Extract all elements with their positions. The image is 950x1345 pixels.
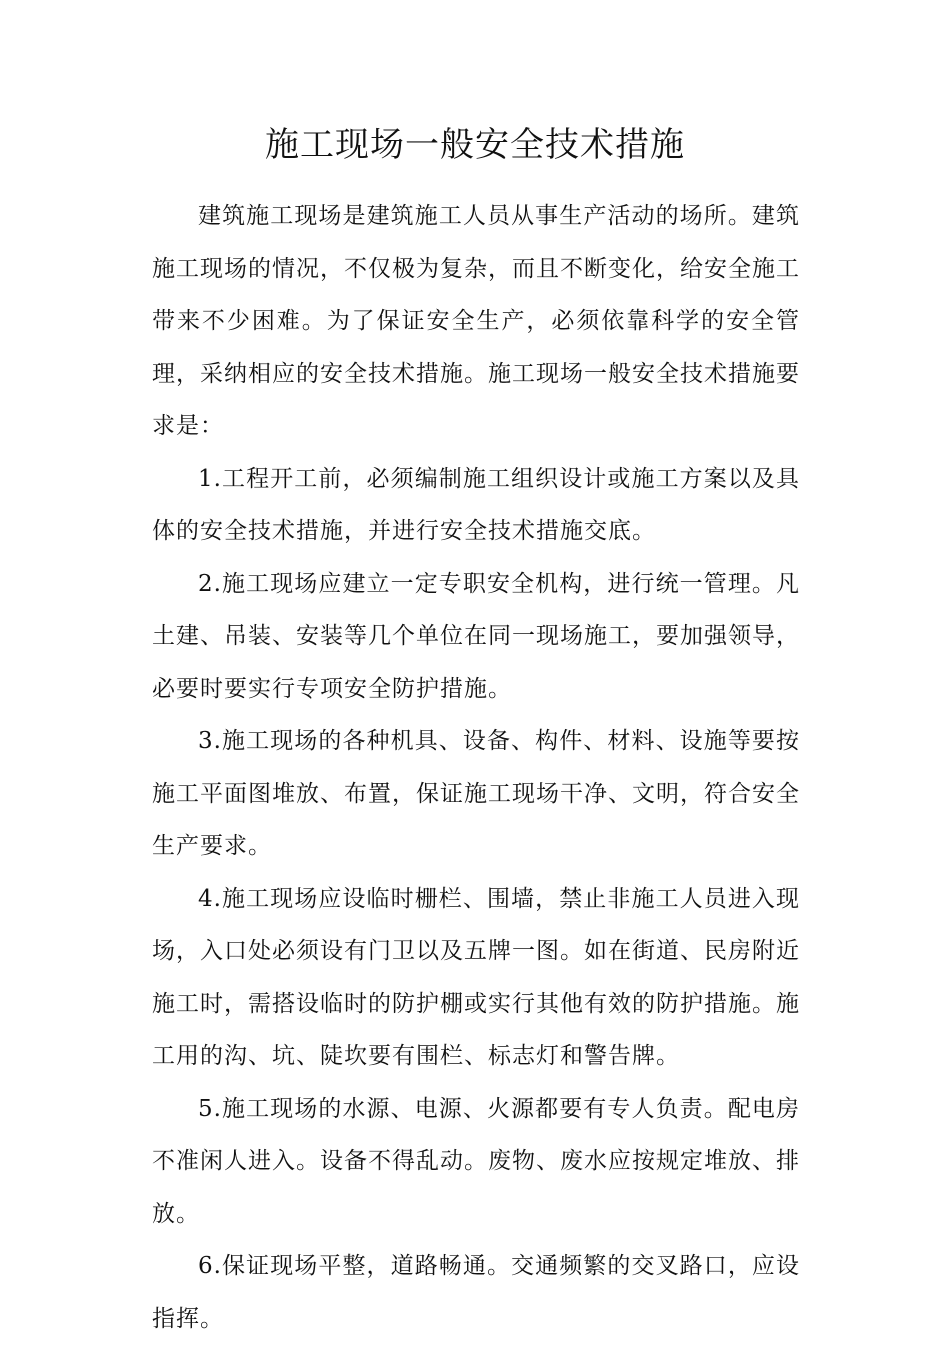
paragraph-item-2: 2.施工现场应建立一定专职安全机构，进行统一管理。凡土建、吊装、安装等几个单位在同一现场施工，要加强领导，必要时要实行专项安全防护措施。 bbox=[152, 570, 800, 702]
paragraph-intro: 建筑施工现场是建筑施工人员从事生产活动的场所。建筑施工现场的情况，不仅极为复杂，而且不断变化，给安全施工带来不少困难。为了保证安全生产，必须依靠科学的安全管理，采纳相应的安全技术措施。施工现场一般安全技术措施要求是： bbox=[152, 203, 800, 439]
document-title: 施工现场一般安全技术措施 bbox=[265, 125, 685, 165]
paragraph-item-5: 5.施工现场的水源、电源、火源都要有专人负责。配电房不准闲人进入。设备不得乱动。废物、废水应按规定堆放、排放。 bbox=[152, 1095, 800, 1227]
paragraph-item-6: 6.保证现场平整，道路畅通。交通频繁的交叉路口，应设指挥。 bbox=[152, 1253, 800, 1332]
paragraph-item-3: 3.施工现场的各种机具、设备、构件、材料、设施等要按施工平面图堆放、布置，保证施工现场干净、文明，符合安全生产要求。 bbox=[152, 728, 800, 859]
document-body bbox=[152, 190, 800, 1345]
paragraph-item-1: 1.工程开工前，必须编制施工组织设计或施工方案以及具体的安全技术措施，并进行安全技术措施交底。 bbox=[152, 465, 800, 544]
paragraph-item-4: 4.施工现场应设临时栅栏、围墙，禁止非施工人员进入现场，入口处必须设有门卫以及五牌一图。如在街道、民房附近施工时，需搭设临时的防护棚或实行其他有效的防护措施。施工用的沟、坑、陡坎要有围栏、标志灯和警告牌。 bbox=[152, 885, 800, 1069]
